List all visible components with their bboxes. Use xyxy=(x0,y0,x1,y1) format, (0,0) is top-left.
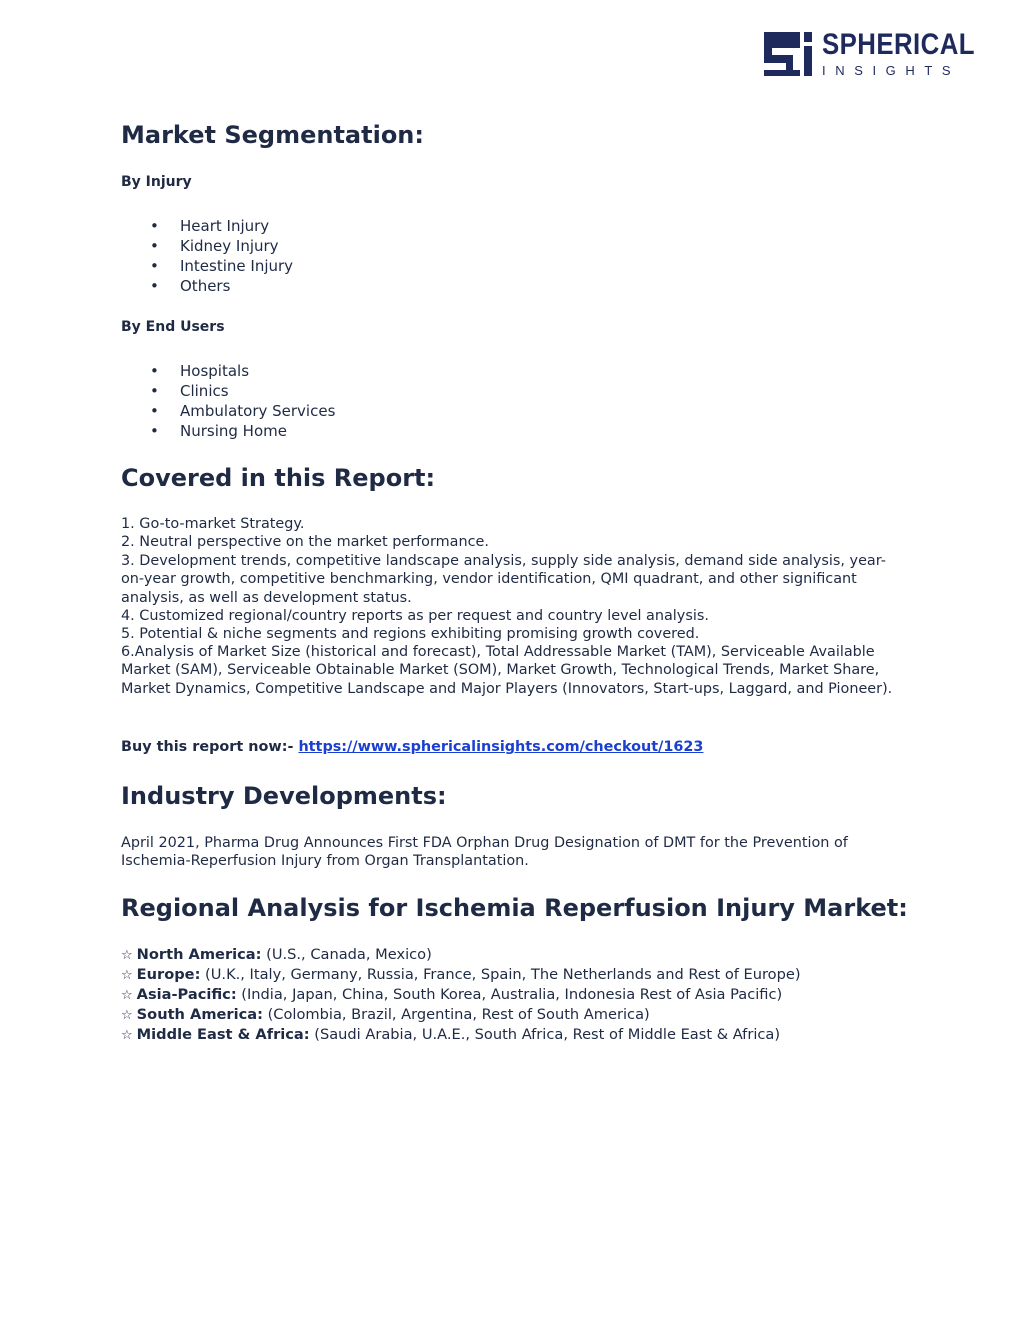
region-detail: (India, Japan, China, South Korea, Australia, Indonesia Rest of Asia Pacific) xyxy=(236,986,783,1003)
list-item: • Nursing Home xyxy=(121,421,335,441)
region-item xyxy=(121,1005,801,1025)
list-item: • Clinics xyxy=(121,381,335,401)
logo-wordmark: SPHERICAL xyxy=(822,28,975,61)
checkout-link[interactable]: https://www.sphericalinsights.com/checkout/1623 xyxy=(298,739,704,755)
regions-list xyxy=(121,945,801,1045)
covered-line-5: 5. Potential & niche segments and regions exhibiting promising growth covered. xyxy=(121,626,700,642)
star-icon: ☆ xyxy=(121,988,133,1003)
buy-label: Buy this report now:- xyxy=(121,739,299,755)
list-item: • Others xyxy=(121,276,293,296)
injury-list xyxy=(121,216,293,296)
region-name: South America: xyxy=(136,1006,263,1023)
region-name: Asia-Pacific: xyxy=(136,986,237,1003)
by-injury-label: By Injury xyxy=(121,174,192,190)
by-end-users-label: By End Users xyxy=(121,319,225,335)
list-item: • Ambulatory Services xyxy=(121,401,335,421)
market-segmentation-heading: Market Segmentation: xyxy=(121,121,424,149)
regional-analysis-heading: Regional Analysis for Ischemia Reperfusion Injury Market: xyxy=(121,894,908,922)
spherical-insights-logo-icon xyxy=(764,30,814,78)
buy-report-line xyxy=(121,739,703,755)
region-detail: (Colombia, Brazil, Argentina, Rest of South America) xyxy=(262,1006,650,1023)
region-name: Europe: xyxy=(136,966,201,983)
industry-developments-heading: Industry Developments: xyxy=(121,782,447,810)
region-name: Middle East & Africa: xyxy=(136,1026,310,1043)
covered-line-2: 2. Neutral perspective on the market performance. xyxy=(121,534,489,550)
covered-line-3: 3. Development trends, competitive landscape analysis, supply side analysis, demand side analysis, year-on-year growth, competitive benchmarking, vendor identification, QMI quadrant, and other significant analysis, as well as development status. xyxy=(121,553,886,606)
star-icon: ☆ xyxy=(121,1028,133,1043)
region-item xyxy=(121,1025,801,1045)
region-detail: (Saudi Arabia, U.A.E., South Africa, Rest of Middle East & Africa) xyxy=(309,1026,781,1043)
covered-line-4: 4. Customized regional/country reports as per request and country level analysis. xyxy=(121,608,709,624)
region-item xyxy=(121,965,801,985)
industry-development-text: April 2021, Pharma Drug Announces First FDA Orphan Drug Designation of DMT for the Prevention of Ischemia-Reperfusion Injury from Organ Transplantation. xyxy=(121,835,848,870)
region-item xyxy=(121,985,801,1005)
list-item: • Kidney Injury xyxy=(121,236,293,256)
covered-line-1: 1. Go-to-market Strategy. xyxy=(121,516,305,532)
star-icon: ☆ xyxy=(121,948,133,963)
end-users-list xyxy=(121,361,335,441)
list-item: • Heart Injury xyxy=(121,216,293,236)
star-icon: ☆ xyxy=(121,1008,133,1023)
region-name: North America: xyxy=(136,946,262,963)
logo-tagline: INSIGHTS xyxy=(822,63,961,78)
list-item: • Hospitals xyxy=(121,361,335,381)
list-item: • Intestine Injury xyxy=(121,256,293,276)
star-icon: ☆ xyxy=(121,968,133,983)
covered-report-heading: Covered in this Report: xyxy=(121,464,436,492)
company-logo xyxy=(764,30,1000,78)
covered-line-6: 6.Analysis of Market Size (historical and forecast), Total Addressable Market (TAM), Serviceable Available Market (SAM), Serviceable Obtainable Market (SOM), Market Growth, Technological Trends, Market Share, Market Dynamics, Competitive Landscape and Major Players (Innovators, Start-ups, Laggard, and Pioneer). xyxy=(121,644,893,697)
region-item xyxy=(121,945,801,965)
region-detail: (U.K., Italy, Germany, Russia, France, Spain, The Netherlands and Rest of Europe) xyxy=(200,966,801,983)
region-detail: (U.S., Canada, Mexico) xyxy=(261,946,432,963)
